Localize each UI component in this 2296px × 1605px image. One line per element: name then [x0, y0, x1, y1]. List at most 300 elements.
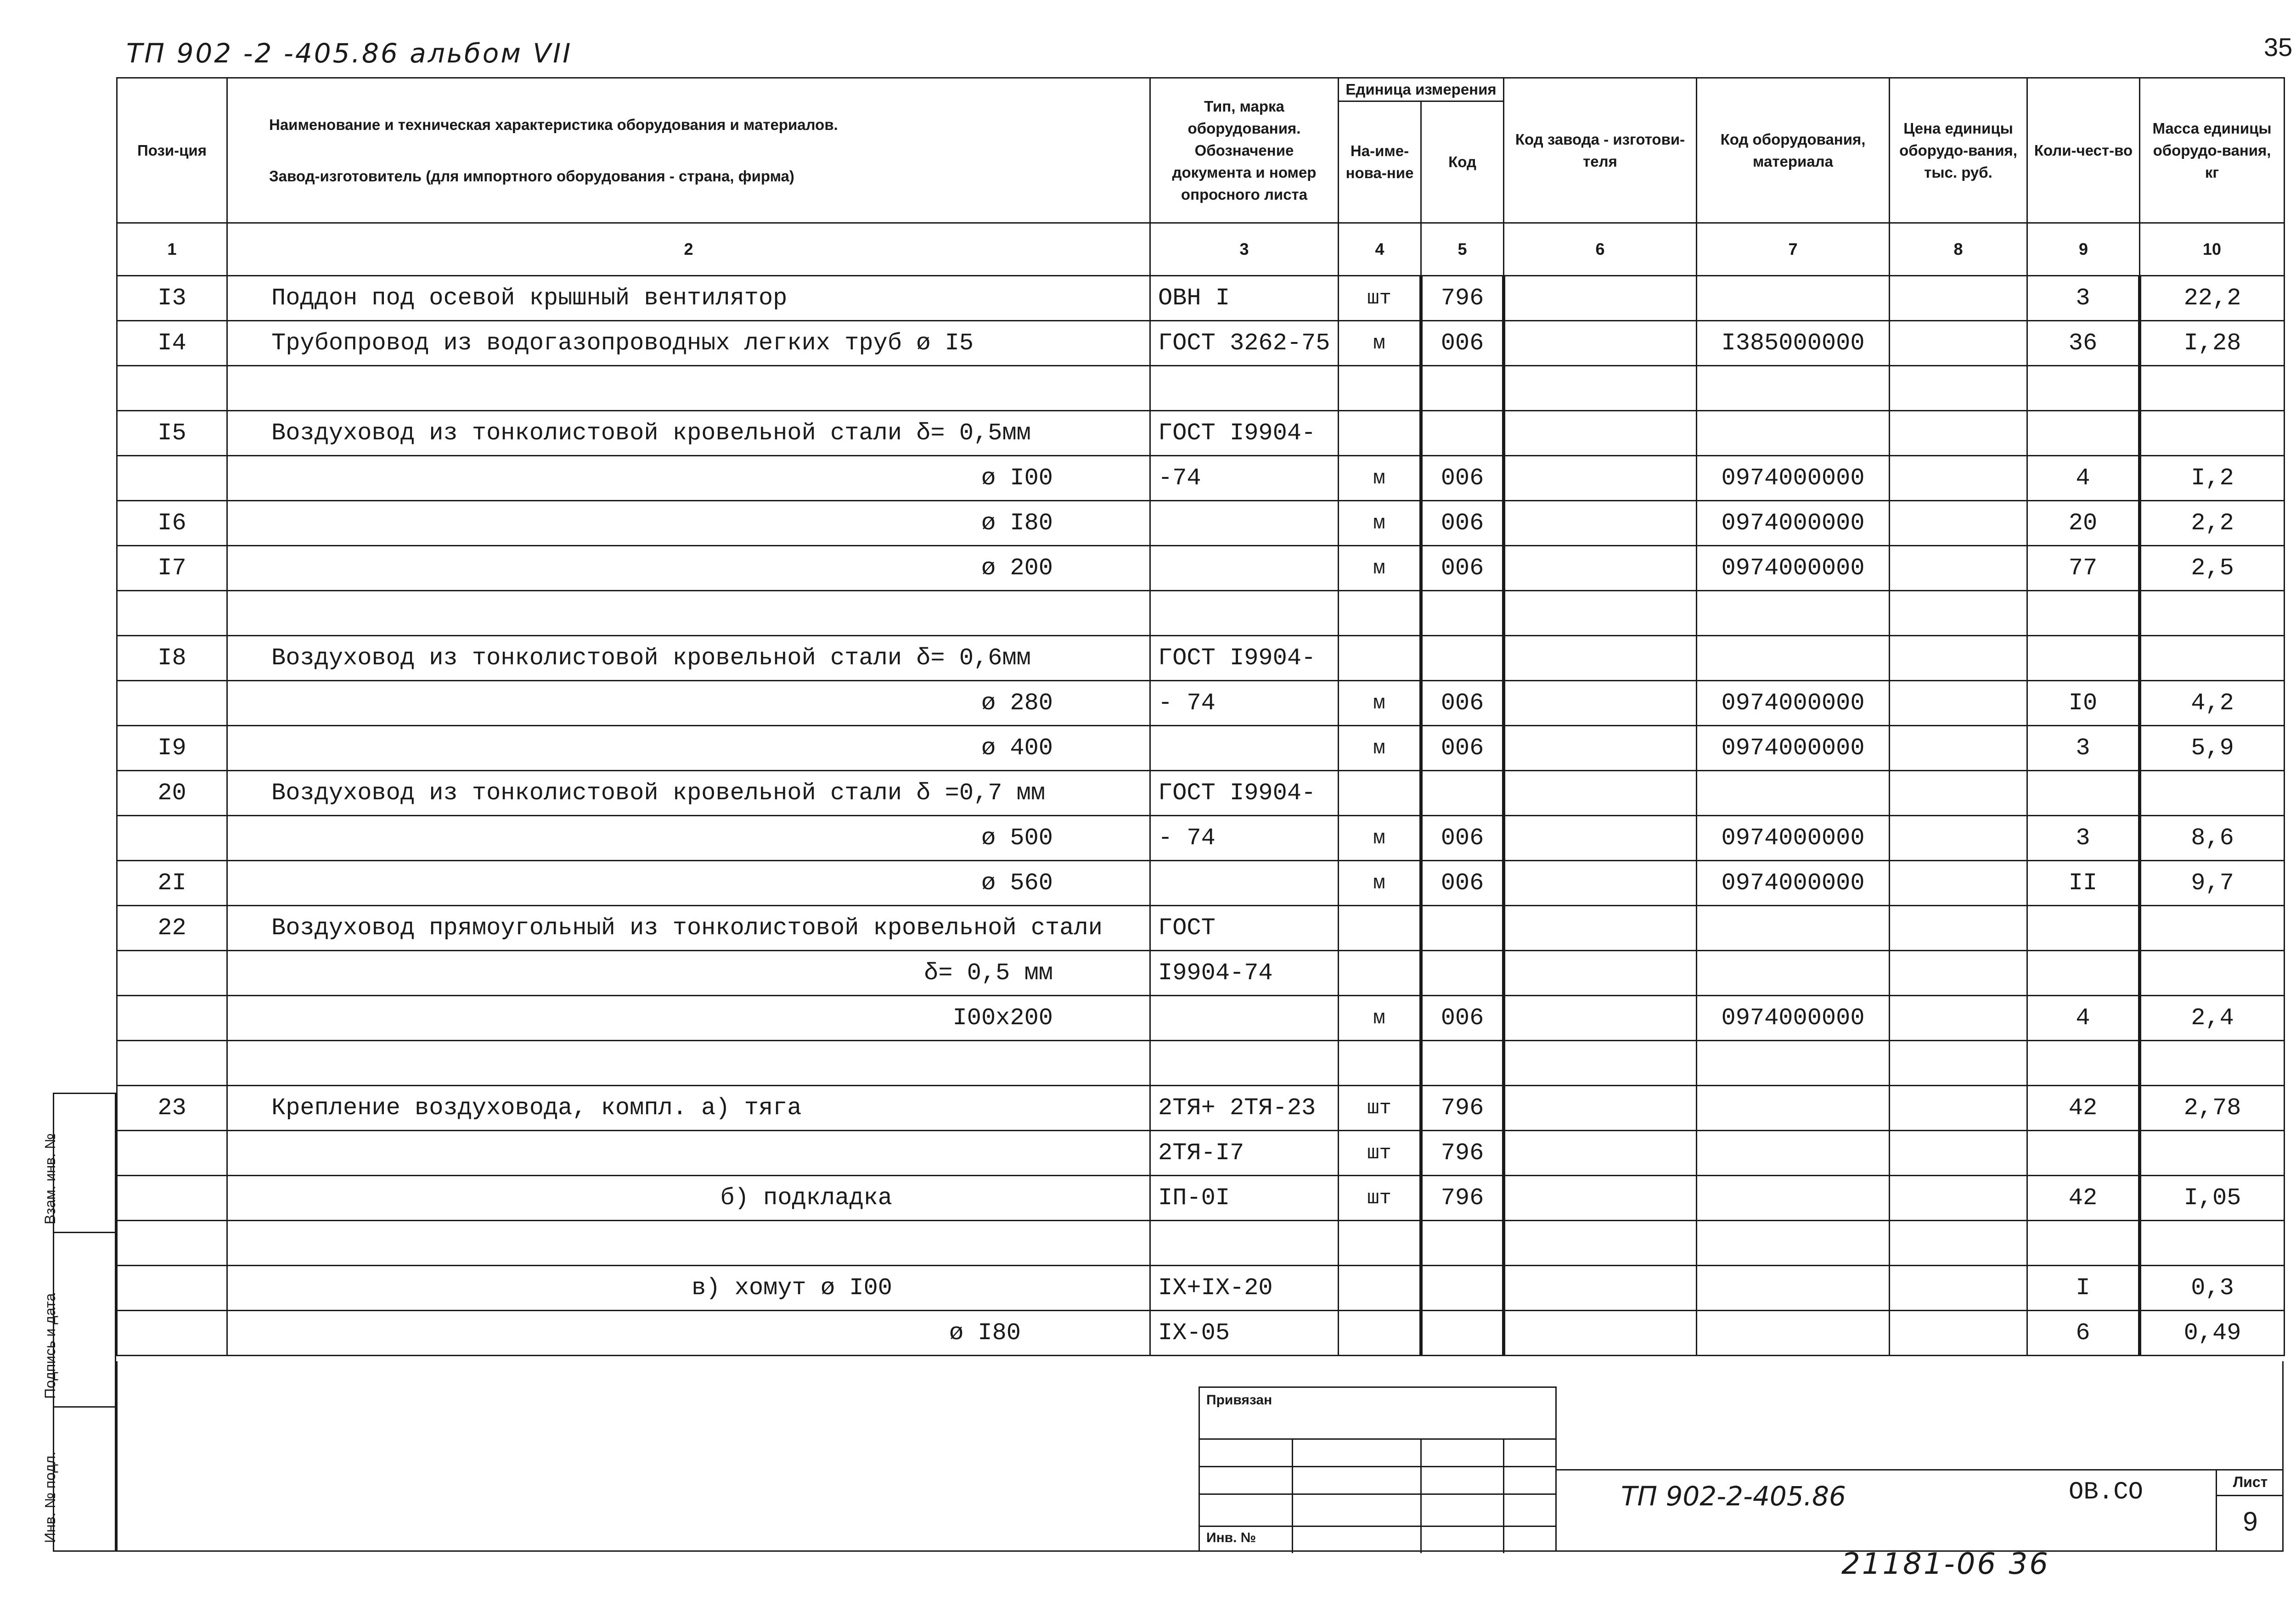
row-mass: [2140, 636, 2285, 681]
header-name-line2: Завод-изготовитель (для импортного оборудования - страна, фирма): [269, 167, 794, 185]
row-unit: м: [1339, 996, 1421, 1041]
sheet-box: [2216, 1469, 2284, 1552]
row-unit: [1339, 771, 1421, 816]
row-position: I6: [117, 501, 227, 546]
table-row: [117, 861, 2285, 906]
row-type: IП-0I: [1150, 1176, 1339, 1221]
row-name: [227, 1041, 1150, 1086]
row-quantity: [2027, 366, 2140, 411]
row-equipment-code: [1697, 1311, 1890, 1356]
row-equipment-code: [1697, 951, 1890, 996]
row-type: [1150, 501, 1339, 546]
row-price: [1890, 1086, 2027, 1131]
row-unit-code: [1421, 1221, 1504, 1266]
stamp-divider: [1292, 1438, 1293, 1553]
row-unit: [1339, 411, 1421, 456]
row-name: ø I00: [227, 456, 1150, 501]
table-row: [117, 951, 2285, 996]
row-price: [1890, 321, 2027, 366]
table-row: [117, 1311, 2285, 1356]
table-row: [117, 366, 2285, 411]
row-unit-code: 006: [1421, 996, 1504, 1041]
row-equipment-code: 0974000000: [1697, 456, 1890, 501]
row-quantity: [2027, 591, 2140, 636]
row-plant-code: [1504, 501, 1697, 546]
row-equipment-code: [1697, 276, 1890, 321]
row-mass: 9,7: [2140, 861, 2285, 906]
row-price: [1890, 1311, 2027, 1356]
row-plant-code: [1504, 681, 1697, 726]
row-plant-code: [1504, 1041, 1697, 1086]
row-equipment-code: [1697, 906, 1890, 951]
row-mass: 0,3: [2140, 1266, 2285, 1311]
row-unit: м: [1339, 726, 1421, 771]
row-price: [1890, 1221, 2027, 1266]
row-mass: I,05: [2140, 1176, 2285, 1221]
row-unit: м: [1339, 456, 1421, 501]
row-price: [1890, 366, 2027, 411]
row-unit: [1339, 636, 1421, 681]
row-quantity: 3: [2027, 726, 2140, 771]
row-type: [1150, 546, 1339, 591]
row-price: [1890, 546, 2027, 591]
row-equipment-code: [1697, 1041, 1890, 1086]
table-row: [117, 321, 2285, 366]
row-name: ø I80: [227, 1311, 1150, 1356]
row-price: [1890, 1041, 2027, 1086]
row-price: [1890, 681, 2027, 726]
row-unit: [1339, 1221, 1421, 1266]
row-mass: [2140, 366, 2285, 411]
row-quantity: 77: [2027, 546, 2140, 591]
row-unit-code: [1421, 951, 1504, 996]
specification-rows: [117, 276, 2285, 1356]
row-equipment-code: [1697, 1221, 1890, 1266]
row-price: [1890, 636, 2027, 681]
row-unit-code: [1421, 771, 1504, 816]
title-block-rule: [1557, 1469, 2284, 1470]
row-quantity: 36: [2027, 321, 2140, 366]
row-plant-code: [1504, 276, 1697, 321]
row-position: I4: [117, 321, 227, 366]
row-unit: м: [1339, 546, 1421, 591]
row-type: IХ+IХ-20: [1150, 1266, 1339, 1311]
row-name: ø 200: [227, 546, 1150, 591]
row-mass: [2140, 1041, 2285, 1086]
row-unit: шт: [1339, 1086, 1421, 1131]
row-equipment-code: [1697, 636, 1890, 681]
row-quantity: I: [2027, 1266, 2140, 1311]
row-position: [117, 1176, 227, 1221]
row-equipment-code: 0974000000: [1697, 816, 1890, 861]
row-position: [117, 456, 227, 501]
page-number: 35: [2264, 33, 2293, 62]
row-position: [117, 1221, 227, 1266]
specification-table: [116, 77, 2285, 1356]
row-quantity: [2027, 951, 2140, 996]
column-number: 5: [1421, 223, 1504, 276]
column-number: 10: [2140, 223, 2285, 276]
row-plant-code: [1504, 861, 1697, 906]
row-unit-code: [1421, 411, 1504, 456]
row-unit-code: 006: [1421, 726, 1504, 771]
table-row: [117, 456, 2285, 501]
row-price: [1890, 276, 2027, 321]
row-quantity: 4: [2027, 456, 2140, 501]
row-unit: м: [1339, 501, 1421, 546]
row-equipment-code: I385000000: [1697, 321, 1890, 366]
row-name: ø 560: [227, 861, 1150, 906]
row-price: [1890, 726, 2027, 771]
row-mass: 2,4: [2140, 996, 2285, 1041]
row-quantity: [2027, 771, 2140, 816]
column-number: 6: [1504, 223, 1697, 276]
row-equipment-code: 0974000000: [1697, 726, 1890, 771]
row-equipment-code: 0974000000: [1697, 501, 1890, 546]
row-mass: [2140, 771, 2285, 816]
row-type: [1150, 726, 1339, 771]
table-row: [117, 501, 2285, 546]
row-price: [1890, 501, 2027, 546]
header-name-line1: Наименование и техническая характеристика оборудования и материалов.: [269, 116, 838, 133]
row-mass: I,28: [2140, 321, 2285, 366]
row-unit-code: [1421, 1266, 1504, 1311]
row-unit-code: 796: [1421, 276, 1504, 321]
row-position: 23: [117, 1086, 227, 1131]
row-name: ø I80: [227, 501, 1150, 546]
table-row: [117, 411, 2285, 456]
row-equipment-code: 0974000000: [1697, 546, 1890, 591]
row-name: [227, 366, 1150, 411]
row-mass: 22,2: [2140, 276, 2285, 321]
row-unit: [1339, 906, 1421, 951]
row-equipment-code: [1697, 1176, 1890, 1221]
column-number: 7: [1697, 223, 1890, 276]
row-unit: [1339, 1266, 1421, 1311]
column-number: 8: [1890, 223, 2027, 276]
row-unit: м: [1339, 321, 1421, 366]
row-unit-code: 006: [1421, 546, 1504, 591]
row-plant-code: [1504, 456, 1697, 501]
row-price: [1890, 1131, 2027, 1176]
row-price: [1890, 1176, 2027, 1221]
row-type: [1150, 366, 1339, 411]
row-type: ГОСТ I9904-: [1150, 771, 1339, 816]
side-strip: [42, 1093, 116, 1552]
row-position: [117, 591, 227, 636]
row-name: [227, 591, 1150, 636]
stamp-rule: [1200, 1438, 1555, 1440]
row-price: [1890, 861, 2027, 906]
row-name: ø 500: [227, 816, 1150, 861]
row-unit-code: [1421, 636, 1504, 681]
stamp-bound-label: Привязан: [1206, 1392, 1272, 1408]
row-equipment-code: [1697, 366, 1890, 411]
row-name: Воздуховод из тонколистовой кровельной стали δ= 0,5мм: [227, 411, 1150, 456]
row-equipment-code: 0974000000: [1697, 681, 1890, 726]
row-type: - 74: [1150, 816, 1339, 861]
row-position: [117, 816, 227, 861]
header-name: [227, 78, 1150, 223]
row-unit: [1339, 366, 1421, 411]
row-quantity: 6: [2027, 1311, 2140, 1356]
row-position: [117, 1041, 227, 1086]
row-unit-code: 006: [1421, 456, 1504, 501]
header-unit-group: Единица измерения: [1339, 78, 1504, 101]
row-plant-code: [1504, 1176, 1697, 1221]
row-name: б) подкладка: [227, 1176, 1150, 1221]
table-row: [117, 816, 2285, 861]
row-plant-code: [1504, 816, 1697, 861]
row-quantity: 3: [2027, 816, 2140, 861]
row-unit: [1339, 1041, 1421, 1086]
bottom-code: 21181-06 36: [1841, 1547, 2050, 1581]
row-price: [1890, 456, 2027, 501]
row-quantity: 42: [2027, 1176, 2140, 1221]
row-plant-code: [1504, 1221, 1697, 1266]
column-number: 1: [117, 223, 227, 276]
row-unit-code: [1421, 591, 1504, 636]
table-row: [117, 1131, 2285, 1176]
table-row: [117, 1086, 2285, 1131]
row-mass: [2140, 951, 2285, 996]
row-position: I5: [117, 411, 227, 456]
row-unit: м: [1339, 816, 1421, 861]
row-unit: м: [1339, 861, 1421, 906]
row-price: [1890, 771, 2027, 816]
row-unit-code: 006: [1421, 501, 1504, 546]
row-unit: [1339, 1311, 1421, 1356]
table-row: [117, 276, 2285, 321]
row-unit-code: 006: [1421, 816, 1504, 861]
row-unit: шт: [1339, 1131, 1421, 1176]
row-plant-code: [1504, 366, 1697, 411]
header-unit-name: На-име-нова-ние: [1339, 101, 1421, 223]
row-name: Воздуховод из тонколистовой кровельной стали δ= 0,6мм: [227, 636, 1150, 681]
row-type: 2ТЯ+ 2ТЯ-23: [1150, 1086, 1339, 1131]
row-mass: 2,78: [2140, 1086, 2285, 1131]
row-type: IХ-05: [1150, 1311, 1339, 1356]
row-plant-code: [1504, 591, 1697, 636]
column-number: 4: [1339, 223, 1421, 276]
stamp-divider: [1503, 1438, 1504, 1553]
row-name: Воздуховод прямоугольный из тонколистовой кровельной стали: [227, 906, 1150, 951]
row-position: [117, 1311, 227, 1356]
row-equipment-code: 0974000000: [1697, 996, 1890, 1041]
row-type: [1150, 1221, 1339, 1266]
row-mass: 2,5: [2140, 546, 2285, 591]
row-type: [1150, 861, 1339, 906]
row-position: I7: [117, 546, 227, 591]
row-type: ОВН I: [1150, 276, 1339, 321]
row-name: Воздуховод из тонколистовой кровельной стали δ =0,7 мм: [227, 771, 1150, 816]
row-name: [227, 1131, 1150, 1176]
row-quantity: [2027, 636, 2140, 681]
side-label-signature-date: Подпись и дата: [42, 1293, 58, 1399]
row-mass: 0,49: [2140, 1311, 2285, 1356]
stamp-inv-label: Инв. №: [1206, 1530, 1256, 1545]
row-name: ø 280: [227, 681, 1150, 726]
row-quantity: I0: [2027, 681, 2140, 726]
row-type: -74: [1150, 456, 1339, 501]
row-equipment-code: [1697, 1266, 1890, 1311]
row-mass: [2140, 411, 2285, 456]
row-position: [117, 681, 227, 726]
table-row: [117, 1041, 2285, 1086]
row-position: I8: [117, 636, 227, 681]
row-type: [1150, 1041, 1339, 1086]
row-price: [1890, 411, 2027, 456]
column-number: 2: [227, 223, 1150, 276]
row-mass: [2140, 591, 2285, 636]
row-type: ГОСТ I9904-: [1150, 411, 1339, 456]
row-type: I9904-74: [1150, 951, 1339, 996]
row-plant-code: [1504, 636, 1697, 681]
row-position: [117, 1266, 227, 1311]
row-plant-code: [1504, 996, 1697, 1041]
side-label-inv-original: Инв. № подл.: [42, 1451, 58, 1543]
row-price: [1890, 1266, 2027, 1311]
table-row: [117, 546, 2285, 591]
row-type: ГОСТ: [1150, 906, 1339, 951]
row-mass: 5,9: [2140, 726, 2285, 771]
header-quantity: Коли-чест-во: [2027, 78, 2140, 223]
table-row: [117, 1176, 2285, 1221]
row-unit-code: 796: [1421, 1131, 1504, 1176]
project-code: ТП 902-2-405.86: [1621, 1481, 1846, 1512]
row-position: 2I: [117, 861, 227, 906]
row-name: δ= 0,5 мм: [227, 951, 1150, 996]
row-unit: шт: [1339, 276, 1421, 321]
table-row: [117, 726, 2285, 771]
side-cell-replace-inv: [42, 1094, 115, 1232]
row-position: [117, 366, 227, 411]
row-unit-code: 006: [1421, 861, 1504, 906]
row-position: 22: [117, 906, 227, 951]
document-title: ТП 902 -2 -405.86 альбом VII: [126, 38, 573, 69]
row-mass: [2140, 906, 2285, 951]
row-name: Трубопровод из водогазопроводных легких труб ø I5: [227, 321, 1150, 366]
row-position: [117, 996, 227, 1041]
stamp-rule: [1200, 1493, 1555, 1495]
row-price: [1890, 951, 2027, 996]
row-mass: I,2: [2140, 456, 2285, 501]
row-mass: 2,2: [2140, 501, 2285, 546]
row-quantity: [2027, 906, 2140, 951]
row-position: [117, 951, 227, 996]
row-quantity: [2027, 1131, 2140, 1176]
row-quantity: [2027, 411, 2140, 456]
row-position: [117, 1131, 227, 1176]
row-quantity: 3: [2027, 276, 2140, 321]
row-name: I00x200: [227, 996, 1150, 1041]
sheet-code: ОВ.СО: [2069, 1478, 2144, 1506]
header-type: Тип, марка оборудования. Обозначение документа и номер опросного листа: [1150, 78, 1339, 223]
row-quantity: [2027, 1041, 2140, 1086]
row-unit-code: 006: [1421, 321, 1504, 366]
row-type: [1150, 591, 1339, 636]
column-number: 9: [2027, 223, 2140, 276]
row-unit-code: [1421, 1311, 1504, 1356]
header-equipment-code: Код оборудования, материала: [1697, 78, 1890, 223]
row-mass: [2140, 1221, 2285, 1266]
stamp-divider: [1420, 1438, 1422, 1553]
row-plant-code: [1504, 1131, 1697, 1176]
row-equipment-code: [1697, 1131, 1890, 1176]
row-mass: [2140, 1131, 2285, 1176]
row-mass: 8,6: [2140, 816, 2285, 861]
row-unit-code: [1421, 906, 1504, 951]
header-position: Пози-ция: [117, 78, 227, 223]
row-unit: шт: [1339, 1176, 1421, 1221]
row-quantity: 4: [2027, 996, 2140, 1041]
row-plant-code: [1504, 726, 1697, 771]
header-plant-code: Код завода - изготови-теля: [1504, 78, 1697, 223]
row-plant-code: [1504, 1311, 1697, 1356]
row-equipment-code: [1697, 591, 1890, 636]
table-row: [117, 996, 2285, 1041]
row-name: Поддон под осевой крышный вентилятор: [227, 276, 1150, 321]
sheet-label: Лист: [2217, 1469, 2284, 1496]
row-type: ГОСТ 3262-75: [1150, 321, 1339, 366]
table-row: [117, 591, 2285, 636]
row-plant-code: [1504, 321, 1697, 366]
row-unit: [1339, 951, 1421, 996]
row-name: [227, 1221, 1150, 1266]
binding-stamp: [1199, 1386, 1557, 1552]
row-equipment-code: [1697, 411, 1890, 456]
sheet-number: 9: [2243, 1507, 2258, 1537]
row-price: [1890, 816, 2027, 861]
table-row: [117, 1221, 2285, 1266]
row-position: 20: [117, 771, 227, 816]
row-name: в) хомут ø I00: [227, 1266, 1150, 1311]
row-plant-code: [1504, 546, 1697, 591]
row-name: ø 400: [227, 726, 1150, 771]
table-row: [117, 681, 2285, 726]
side-label-replace-inv: Взам. инв. №: [42, 1133, 58, 1224]
row-unit-code: 006: [1421, 681, 1504, 726]
row-equipment-code: 0974000000: [1697, 861, 1890, 906]
row-unit-code: [1421, 366, 1504, 411]
row-plant-code: [1504, 1266, 1697, 1311]
row-unit: м: [1339, 681, 1421, 726]
row-type: ГОСТ I9904-: [1150, 636, 1339, 681]
row-unit-code: 796: [1421, 1176, 1504, 1221]
row-mass: 4,2: [2140, 681, 2285, 726]
stamp-rule: [1200, 1526, 1555, 1527]
table-row: [117, 636, 2285, 681]
table-row: [117, 906, 2285, 951]
table-row: [117, 1266, 2285, 1311]
row-name: Крепление воздуховода, компл. а) тяга: [227, 1086, 1150, 1131]
row-quantity: 42: [2027, 1086, 2140, 1131]
row-price: [1890, 906, 2027, 951]
table-row: [117, 771, 2285, 816]
row-price: [1890, 996, 2027, 1041]
row-type: 2ТЯ-I7: [1150, 1131, 1339, 1176]
column-number-row: [117, 223, 2285, 276]
row-type: - 74: [1150, 681, 1339, 726]
row-position: I9: [117, 726, 227, 771]
stamp-rule: [1200, 1466, 1555, 1467]
row-plant-code: [1504, 411, 1697, 456]
header-unit-code: Код: [1421, 101, 1504, 223]
row-plant-code: [1504, 906, 1697, 951]
side-cell-inv-original: [42, 1406, 115, 1550]
row-position: I3: [117, 276, 227, 321]
row-quantity: [2027, 1221, 2140, 1266]
